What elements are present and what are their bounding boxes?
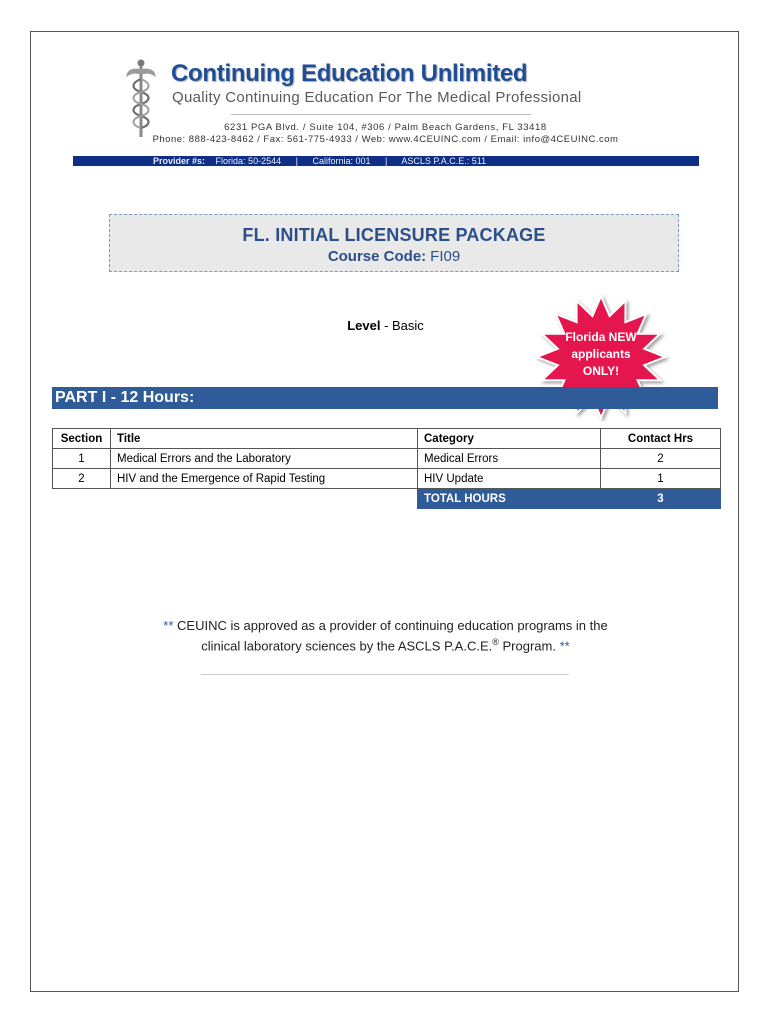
stars-right: **	[559, 638, 570, 654]
header-category: Category	[418, 429, 601, 449]
provider-separator: |	[295, 156, 298, 166]
course-code-label: Course Code:	[327, 248, 427, 265]
approval-note	[31, 618, 740, 654]
total-value: 3	[601, 489, 721, 509]
divider	[231, 114, 531, 115]
approval-line-1: CEUINC is approved as a provider of continuing education programs in the	[177, 618, 608, 633]
title-box	[109, 214, 679, 272]
header-contact-hrs: Contact Hrs	[601, 429, 721, 449]
approval-end: Program.	[498, 638, 556, 654]
table-row	[53, 469, 721, 489]
table-header-row	[53, 429, 721, 449]
part-heading: PART I - 12 Hours:	[52, 387, 718, 409]
org-contact: Phone: 888-423-8462 / Fax: 561-775-4933 / Web: www.4CEUINC.com / Email: info@4CEUINC.com	[152, 134, 619, 145]
document-page	[30, 31, 739, 992]
level-label: Level	[347, 318, 381, 333]
table-row	[53, 449, 721, 469]
provider-label: Provider #s:	[153, 156, 206, 166]
package-title: FL. INITIAL LICENSURE PACKAGE	[242, 225, 546, 245]
badge-text	[531, 329, 671, 380]
course-table	[52, 428, 721, 509]
provider-separator: |	[385, 156, 388, 166]
org-name: Continuing Education Unlimited	[171, 60, 528, 87]
divider	[201, 674, 569, 675]
cell-title: Medical Errors and the Laboratory	[111, 449, 418, 469]
org-tagline: Quality Continuing Education For The Medical Professional	[172, 89, 582, 106]
cell-contact-hrs: 2	[601, 449, 721, 469]
course-code-value: FI09	[430, 248, 461, 265]
badge-line-1: Florida NEW	[565, 330, 637, 344]
provider-ascls: ASCLS P.A.C.E.: 511	[401, 156, 487, 166]
course-code	[110, 248, 678, 265]
total-label: TOTAL HOURS	[418, 489, 601, 509]
approval-line-2: clinical laboratory sciences by the ASCLS P.A.C.E.	[201, 638, 493, 654]
cell-section: 2	[53, 469, 111, 489]
provider-florida: Florida: 50-2544	[215, 156, 282, 166]
badge-line-3: ONLY!	[582, 364, 620, 378]
org-address: 6231 PGA Blvd. / Suite 104, #306 / Palm Beach Gardens, FL 33418	[224, 122, 547, 133]
cell-contact-hrs: 1	[601, 469, 721, 489]
header-title: Title	[111, 429, 418, 449]
total-row	[53, 489, 721, 509]
header-section: Section	[53, 429, 111, 449]
cell-title: HIV and the Emergence of Rapid Testing	[111, 469, 418, 489]
registered-mark: ®	[492, 637, 499, 647]
provider-california: California: 001	[312, 156, 371, 166]
stars-left: **	[163, 618, 174, 633]
cell-section: 1	[53, 449, 111, 469]
cell-category: Medical Errors	[418, 449, 601, 469]
provider-bar	[73, 156, 699, 166]
level-value: - Basic	[380, 318, 424, 333]
cell-category: HIV Update	[418, 469, 601, 489]
badge-line-2: applicants	[571, 347, 631, 361]
